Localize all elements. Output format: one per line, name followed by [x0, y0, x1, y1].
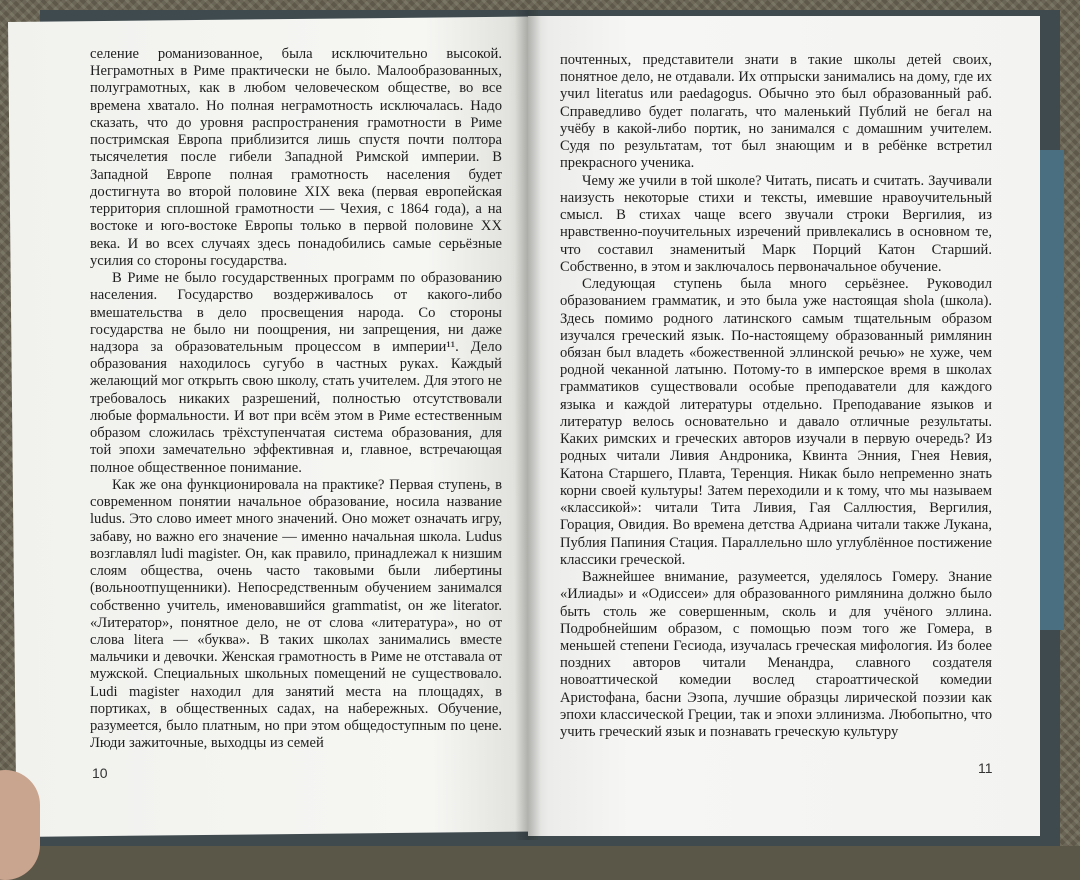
- right-page-text: [560, 52, 992, 741]
- left-paragraph-3: Как же она функционировала на практике? Первая ступень, в современном понятии начальное образование, носила название ludus. Это слово имеет много значений. Оно может означать игру, забаву, но важно его значение — именно начальная школа. Ludus возглавлял ludi magister. Он, как правило, принадлежал к низшим слоям общества, очень часто таковыми были либертины (вольноотпущенники). Непосредственным обучением занимался собственно учитель, именовавшийся grammatist, он же literator. «Литератор», понятное дело, не от слова «литература», но от слова litera — «буква». В таких школах занимались вместе мальчики и девочки. Женская грамотность в Риме не отставала от мужской. Специальных школьных помещений не существовало. Ludi magister находил для занятий места на площадях, в портиках, в общественных садах, на набережных. Обучение, разумеется, было платным, но при этом общедоступным по цене. Люди зажиточные, выходцы из семей: [90, 476, 502, 752]
- right-paragraph-1: почтенных, представители знати в такие школы детей своих, понятное дело, не отдавали. Их отпрыски занимались на дому, где их учил literatus или paedagogus. Обычно это был образованный раб. Справедливо будет полагать, что маленький Публий не бегал на учёбу в какой-либо портик, но занимался с домашним учителем. Судя по результатам, тот был знающим и в ребёнке встретил прекрасного ученика.: [560, 52, 992, 172]
- left-page-text: [90, 46, 502, 753]
- spine-shadow: [515, 10, 541, 840]
- left-paragraph-1: селение романизованное, была исключительно высокой. Неграмотных в Риме практически не было. Малообразованных, полуграмотных, как в любом человеческом обществе, во все времена хватало. Но полная неграмотность исключалась. Надо сказать, что до уровня распространения грамотности в Риме постримская Европа приблизится лишь спустя почти полтора тысячелетия после гибели Западной Римской империи. В Западной Европе полная грамотность населения будет достигнута во второй половине XIX века (первая европейская территория сплошной грамотности — Чехия, с 1864 года), а на востоке и юго-востоке Европы только в первой половине XX века. И во всех случаях здесь понадобились самые серьёзные усилия со стороны государства.: [90, 46, 502, 269]
- thumb: [0, 770, 40, 880]
- left-page-number: 10: [92, 765, 108, 781]
- right-paragraph-4: Важнейшее внимание, разумеется, уделялось Гомеру. Знание «Илиады» и «Одиссеи» для образованного римлянина должно было быть столь же совершенным, сколь и для учёного эллина. Подробнейшим образом, с помощью поэм того же Гомера, в меньшей степени Гесиода, изучалась греческая мифология. Из более поздних авторов читали Менандра, славного создателя новоаттической комедии вослед староаттической комедии Аристофана, басни Эзопа, лучшие образцы лирической поэзии как эпохи классической Греции, так и эпохи эллинизма. Любопытно, что учить греческий язык и познавать греческую культуру: [560, 569, 992, 741]
- right-paragraph-2: Чему же учили в той школе? Читать, писать и считать. Заучивали наизусть некоторые стихи и тексты, имевшие нравоучительный смысл. В стихах чаще всего звучали строки Вергилия, из нравственно-поучительных изречений привлекались в основном те, что составил знаменитый Марк Порций Катон Старший. Собственно, в этом и заключалось первоначальное обучение.: [560, 172, 992, 275]
- right-paragraph-3: Следующая ступень была много серьёзнее. Руководил образованием грамматик, и это была уже настоящая shola (школа). Здесь помимо родного латинского самым тщательным образом изучался греческий язык. По-настоящему образованный римлянин обязан был владеть «божественной эллинской речью» не хуже, чем родной чеканной латыню. Потому-то в имперское время в школах грамматиков существовали особые преподаватели для каждого языка и каждой литературы отдельно. Преподавание языков и литератур велось основательно и давало отличные результаты. Каких римских и греческих авторов изучали в первую очередь? Из родных читали Ливия Андроника, Квинта Энния, Гнея Невия, Катона Старшего, Плавта, Теренция. Никак было непременно знать корни своей культуры! Затем переходили и к тому, что мы называем «классикой»: читали Тита Ливия, Гая Саллюстия, Вергилия, Горация, Овидия. Во времена детства Адриана читали также Лукана, Публия Папиния Стация. Параллельно шло углублённое постижение классики греческой.: [560, 276, 992, 568]
- cover-stripe: [1040, 150, 1064, 630]
- left-paragraph-2: В Риме не было государственных программ по образованию населения. Государство воздерживалось от какого-либо вмешательства в дело просвещения народа. Со стороны государства не было ни поощрения, ни запрещения, ни даже надзора за образовательным процессом в империи¹¹. Дело образования находилось сугубо в частных руках. Каждый желающий мог открыть свою школу, стать учителем. Для этого не требовалось никаких разрешений, полностью отсутствовали любые формальности. И вот при всём этом в Риме естественным образом сложилась трёхступенчатая система образования, для той эпохи замечательно эффективная и, главное, встречающая полное общественное понимание.: [90, 270, 502, 476]
- right-page-number: 11: [978, 760, 993, 776]
